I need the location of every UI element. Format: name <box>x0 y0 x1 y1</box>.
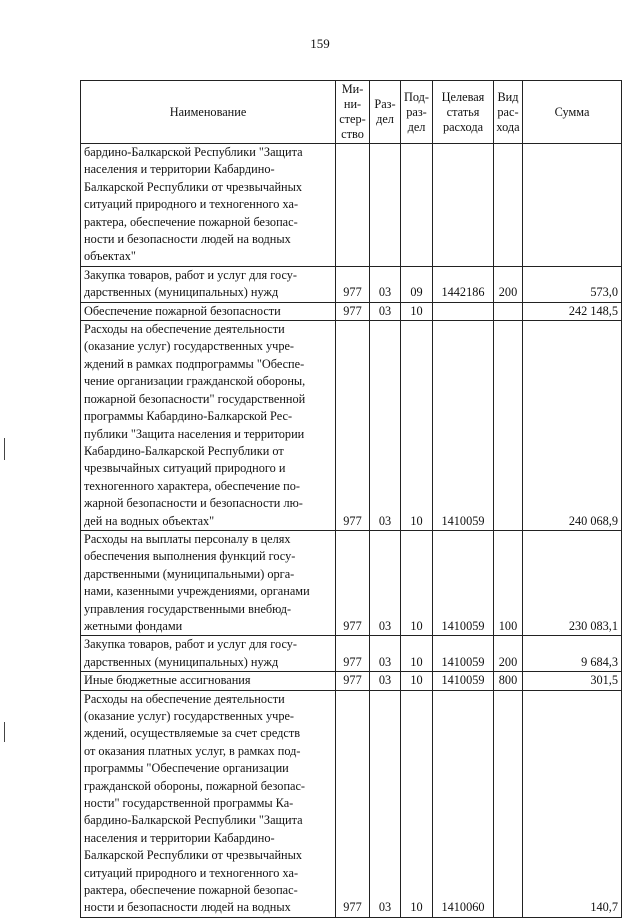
row-name-line: от оказания платных услуг, в рамках под- <box>84 743 301 758</box>
cell-sum: 242 148,5 <box>523 302 622 320</box>
row-name-line: чрезвычайных ситуаций природного и <box>84 461 286 476</box>
cell-sum: 573,0 <box>523 266 622 302</box>
cell-section: 03 <box>370 321 401 531</box>
row-name-line: ждений в рамках подпрограммы "Обеспе- <box>84 356 305 371</box>
row-name-line: Кабардино-Балкарской Республики от <box>84 443 284 458</box>
header-name: Наименование <box>81 81 336 144</box>
header-line: хода <box>496 119 520 134</box>
row-name <box>81 672 336 690</box>
row-name <box>81 636 336 672</box>
cell-subsection: 10 <box>401 321 433 531</box>
header-line: ство <box>341 127 364 141</box>
header-subsection <box>401 81 433 144</box>
row-name-line: Расходы на выплаты персоналу в целях <box>84 531 291 546</box>
header-line: дел <box>376 112 394 126</box>
page-number: 159 <box>310 36 330 51</box>
header-line: Раз- <box>374 97 396 111</box>
header-section <box>370 81 401 144</box>
cell-type: 800 <box>494 672 523 690</box>
cell-type: 200 <box>494 636 523 672</box>
table-row <box>81 144 622 267</box>
row-name-line: Расходы на обеспечение деятельности <box>84 691 285 706</box>
row-name-line: программы Кабардино-Балкарской Рес- <box>84 409 293 424</box>
header-target <box>433 81 494 144</box>
row-name-line: ности и безопасности людей на водных <box>84 900 291 915</box>
row-name-line: ности" государственной программы Ка- <box>84 796 294 811</box>
scan-edge-mark <box>4 438 5 460</box>
row-name-line: Балкарской Республики от чрезвычайных <box>84 848 303 863</box>
row-name-line: рактера, обеспечение пожарной безопас- <box>84 214 298 229</box>
header-line: раз- <box>406 104 427 119</box>
row-name-line: техногенного характера, обеспечение по- <box>84 478 300 493</box>
header-line: дел <box>407 119 426 134</box>
row-name <box>81 690 336 917</box>
cell-target <box>433 144 494 267</box>
table-row <box>81 672 622 690</box>
header-line: Целевая <box>441 89 485 104</box>
table-row <box>81 530 622 635</box>
row-name-line: рактера, обеспечение пожарной безопас- <box>84 883 298 898</box>
row-name-line: чение организации гражданской обороны, <box>84 374 306 389</box>
cell-subsection: 10 <box>401 302 433 320</box>
row-name-line: Обеспечение пожарной безопасности <box>84 303 281 318</box>
row-name-line: населения и территории Кабардино- <box>84 830 275 845</box>
header-sum: Сумма <box>523 81 622 144</box>
header-type <box>494 81 523 144</box>
row-name-line: Балкарской Республики от чрезвычайных <box>84 179 303 194</box>
cell-sum: 140,7 <box>523 690 622 917</box>
cell-target: 1410059 <box>433 672 494 690</box>
row-name-line: жарной безопасности и безопасности лю- <box>84 496 303 511</box>
row-name-line: публики "Защита населения и территории <box>84 426 305 441</box>
row-name-line: гражданской обороны, пожарной безопас- <box>84 778 306 793</box>
row-name-line: Закупка товаров, работ и услуг для госу- <box>84 267 297 282</box>
header-line: Вид <box>497 89 519 104</box>
row-name-line: обеспечения выполнения функций госу- <box>84 549 296 564</box>
cell-ministry <box>336 144 370 267</box>
header-line: ни- <box>343 97 362 111</box>
cell-ministry: 977 <box>336 690 370 917</box>
row-name <box>81 321 336 531</box>
row-name <box>81 266 336 302</box>
row-name-line: Иные бюджетные ассигнования <box>84 673 251 688</box>
row-name-line: нами, казенными учреждениями, органами <box>84 584 310 599</box>
cell-sum: 9 684,3 <box>523 636 622 672</box>
row-name-line: бардино-Балкарской Республики "Защита <box>84 813 303 828</box>
cell-subsection: 10 <box>401 530 433 635</box>
cell-type <box>494 321 523 531</box>
cell-section <box>370 144 401 267</box>
row-name-line: дей на водных объектах" <box>84 513 215 528</box>
table-row <box>81 266 622 302</box>
header-line: Под- <box>403 89 430 104</box>
cell-type: 200 <box>494 266 523 302</box>
cell-section: 03 <box>370 530 401 635</box>
row-name-line: Расходы на обеспечение деятельности <box>84 322 285 337</box>
cell-sum <box>523 144 622 267</box>
row-name-line: объектах" <box>84 249 136 264</box>
budget-table <box>80 80 622 918</box>
row-name <box>81 530 336 635</box>
cell-section: 03 <box>370 636 401 672</box>
cell-target: 1410059 <box>433 530 494 635</box>
table-body <box>81 144 622 918</box>
row-name-line: ности и безопасности людей на водных <box>84 232 291 247</box>
cell-ministry: 977 <box>336 321 370 531</box>
cell-ministry: 977 <box>336 672 370 690</box>
header-ministry <box>336 81 370 144</box>
cell-subsection: 09 <box>401 266 433 302</box>
row-name <box>81 302 336 320</box>
row-name-line: пожарной безопасности" государственной <box>84 391 306 406</box>
row-name-line: ситуаций природного и техногенного ха- <box>84 197 299 212</box>
row-name-line: дарственных (муниципальных) нужд <box>84 654 279 669</box>
table-row <box>81 321 622 531</box>
table-header-row <box>81 81 622 144</box>
cell-ministry: 977 <box>336 636 370 672</box>
cell-ministry: 977 <box>336 530 370 635</box>
row-name-line: дарственными (муниципальными) орга- <box>84 566 295 581</box>
cell-sum: 230 083,1 <box>523 530 622 635</box>
cell-type: 100 <box>494 530 523 635</box>
row-name-line: программы "Обеспечение организации <box>84 761 289 776</box>
header-line: статья <box>446 104 480 119</box>
table-row <box>81 690 622 917</box>
header-line: расхода <box>442 119 484 134</box>
cell-target <box>433 302 494 320</box>
row-name-line: бардино-Балкарской Республики "Защита <box>84 145 303 159</box>
cell-type <box>494 302 523 320</box>
table-row <box>81 636 622 672</box>
row-name-line: ситуаций природного и техногенного ха- <box>84 865 299 880</box>
cell-sum: 240 068,9 <box>523 321 622 531</box>
cell-subsection: 10 <box>401 636 433 672</box>
cell-section: 03 <box>370 302 401 320</box>
cell-type <box>494 690 523 917</box>
row-name <box>81 144 336 267</box>
cell-ministry: 977 <box>336 302 370 320</box>
cell-section: 03 <box>370 266 401 302</box>
row-name-line: управления государственными внебюд- <box>84 601 292 616</box>
row-name-line: (оказание услуг) государственных учре- <box>84 339 295 354</box>
cell-subsection: 10 <box>401 672 433 690</box>
row-name-line: (оказание услуг) государственных учре- <box>84 709 295 723</box>
cell-target: 1442186 <box>433 266 494 302</box>
cell-section: 03 <box>370 672 401 690</box>
row-name-line: ждений, осуществляемые за счет средств <box>84 726 301 741</box>
header-line: стер- <box>339 112 366 126</box>
table-row <box>81 302 622 320</box>
header-line: рас- <box>497 104 519 119</box>
cell-subsection <box>401 144 433 267</box>
scan-edge-mark <box>4 722 5 742</box>
cell-target: 1410059 <box>433 636 494 672</box>
cell-subsection: 10 <box>401 690 433 917</box>
header-line: Ми- <box>341 82 364 96</box>
cell-target: 1410059 <box>433 321 494 531</box>
cell-ministry: 977 <box>336 266 370 302</box>
row-name-line: жетными фондами <box>84 618 183 633</box>
row-name-line: дарственных (муниципальных) нужд <box>84 285 279 300</box>
cell-section: 03 <box>370 690 401 917</box>
row-name-line: населения и территории Кабардино- <box>84 162 275 177</box>
cell-target: 1410060 <box>433 690 494 917</box>
cell-sum: 301,5 <box>523 672 622 690</box>
row-name-line: Закупка товаров, работ и услуг для госу- <box>84 637 297 652</box>
cell-type <box>494 144 523 267</box>
